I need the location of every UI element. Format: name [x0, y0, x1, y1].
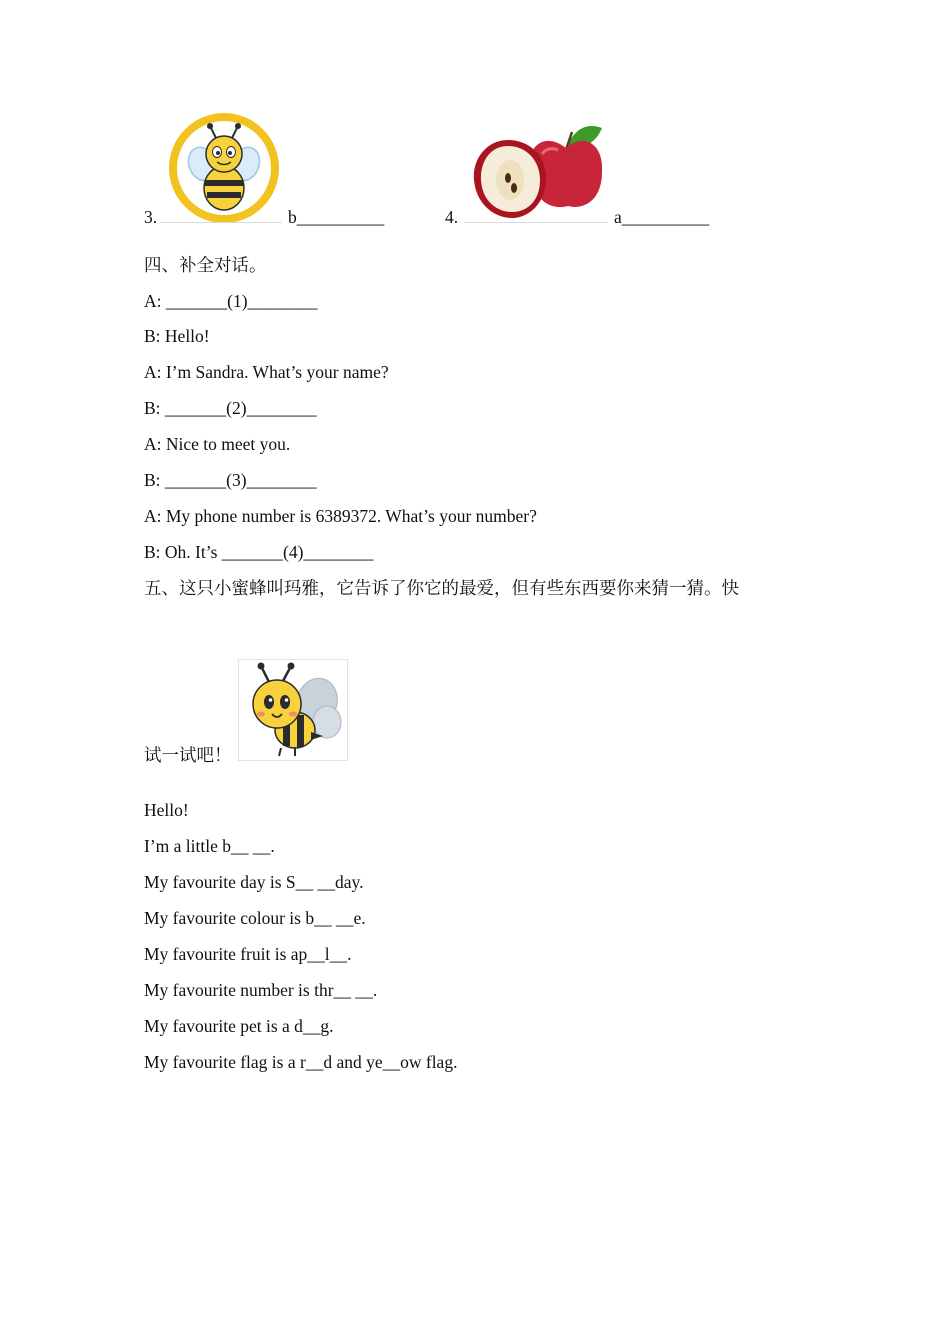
bee-line: My favourite number is thr__ __.	[144, 980, 378, 1000]
dialogue-line: B: _______(3)________	[144, 470, 317, 490]
dialogue-line: B: Oh. It’s _______(4)________	[144, 542, 374, 562]
bee-line: My favourite pet is a d__g.	[144, 1016, 334, 1036]
dialogue-line: B: _______(2)________	[144, 398, 317, 418]
section-5-heading-cont: 试一试吧！	[144, 745, 232, 765]
image-underline	[464, 222, 608, 223]
dialogue-line: B: Hello!	[144, 326, 210, 346]
item-4-answer: a__________	[614, 207, 710, 227]
dialogue-line: A: I’m Sandra. What’s your name?	[144, 362, 389, 382]
image-underline	[160, 222, 282, 223]
item-3-number: 3.	[144, 207, 158, 227]
apple-icon	[468, 114, 608, 222]
dialogue-line: A: My phone number is 6389372. What’s your number?	[144, 506, 537, 526]
bee-line: I’m a little b__ __.	[144, 836, 275, 856]
cartoon-bee-icon	[238, 659, 348, 761]
section-4-heading: 四、补全对话。	[144, 255, 267, 275]
bee-line: My favourite flag is a r__d and ye__ow flag.	[144, 1052, 458, 1072]
bee-line: Hello!	[144, 800, 189, 820]
dialogue-line: A: _______(1)________	[144, 291, 318, 311]
dialogue-line: A: Nice to meet you.	[144, 434, 291, 454]
bee-line: My favourite colour is b__ __e.	[144, 908, 366, 928]
item-4-number: 4.	[445, 207, 459, 227]
bee-icon	[168, 112, 280, 224]
section-5-heading: 五、这只小蜜蜂叫玛雅，它告诉了你它的最爱，但有些东西要你来猜一猜。快	[144, 578, 739, 598]
item-3-answer: b__________	[288, 207, 385, 227]
bee-line: My favourite fruit is ap__l__.	[144, 944, 352, 964]
bee-line: My favourite day is S__ __day.	[144, 872, 364, 892]
